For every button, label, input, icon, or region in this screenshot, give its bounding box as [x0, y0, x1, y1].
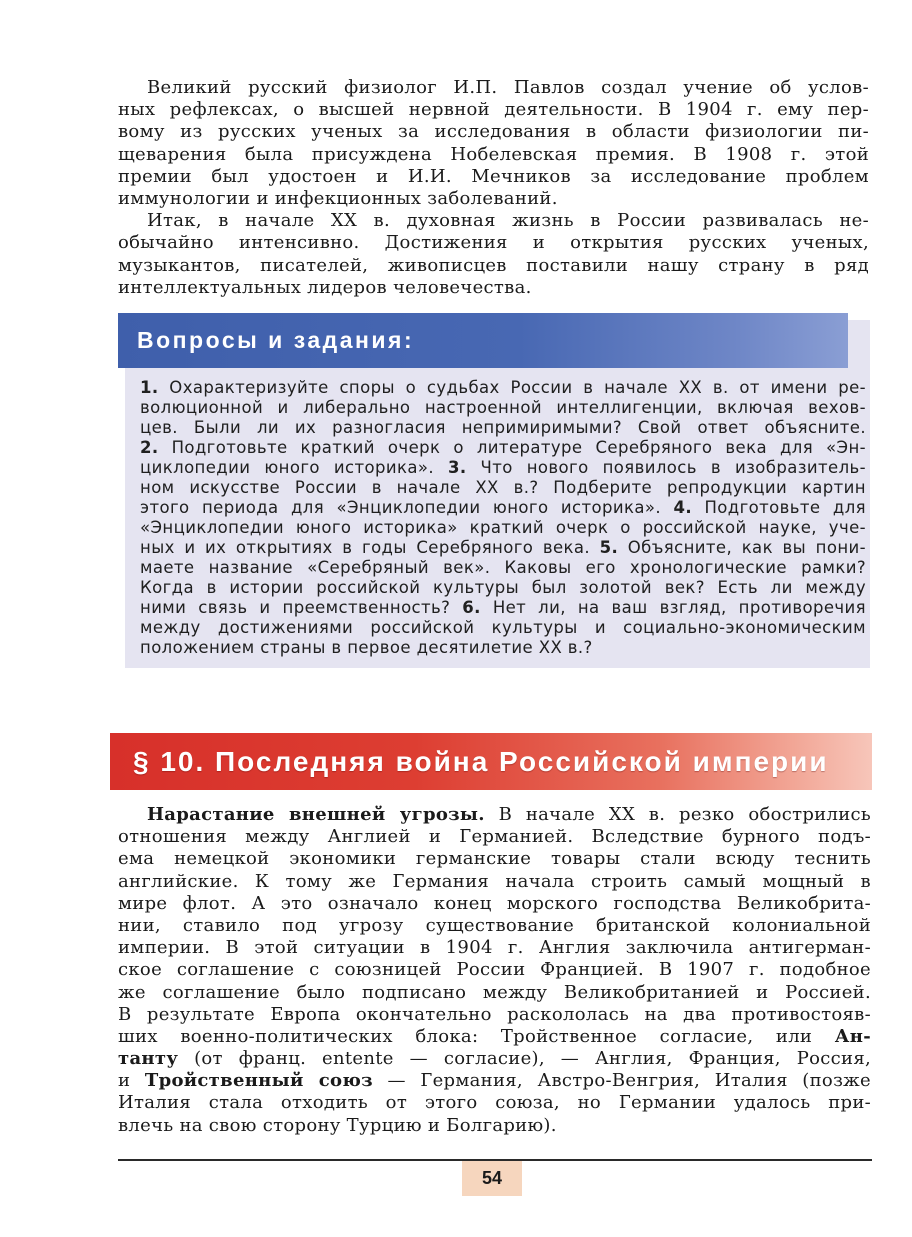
text-line: между достижениями российской культуры и социально-экономическим — [140, 618, 866, 637]
text-run: Подготовьте для — [692, 498, 866, 517]
text-line — [140, 538, 866, 558]
bold-term: 1. — [140, 378, 159, 397]
text-run: (от франц. entente — согласие), — Англия, Франция, Россия, — [178, 1048, 871, 1070]
section-heading-bar — [110, 733, 872, 790]
text-line — [118, 1048, 871, 1070]
text-line — [140, 438, 866, 458]
text-line: Когда в истории российской культуры был золотой век? Есть ли между — [140, 578, 866, 597]
text-line: империи. В этой ситуации в 1904 г. Англия заключила антигерман- — [118, 937, 871, 959]
text-line: Великий русский физиолог И.П. Павлов создал учение об услов- — [147, 77, 869, 98]
text-line — [140, 378, 866, 398]
text-line: нии, ставило под угрозу существование британской колониальной — [118, 914, 871, 936]
text-line: ных рефлексах, о высшей нервной деятельности. В 1904 г. ему пер- — [118, 99, 869, 121]
section-text — [118, 804, 871, 1137]
text-run: и — [118, 1070, 145, 1092]
bold-term: Ан- — [834, 1025, 871, 1047]
text-line: ское соглашение с союзницей России Францией. В 1907 г. подобное — [118, 959, 871, 981]
text-run: ных и их открытиях в годы Серебряного века. — [140, 538, 600, 557]
text-run: циклопедии юного историка». — [140, 458, 448, 477]
text-line: премии был удостоен и И.И. Мечников за исследование проблем — [118, 165, 869, 187]
text-run: Объясните, как вы пони- — [618, 538, 866, 557]
bold-term: 6. — [462, 598, 481, 617]
text-run: ших военно-политических блока: Тройственное согласие, или — [118, 1025, 835, 1047]
text-line: Италия стала отходить от этого союза, но Германии удалось при- — [118, 1092, 871, 1114]
bold-term: Тройственный союз — [144, 1070, 373, 1092]
text-line: же соглашение было подписано между Великобританией и Россией. — [118, 981, 871, 1003]
text-line — [118, 1070, 871, 1092]
text-line: английские. К тому же Германия начала строить самый мощный в — [118, 870, 871, 892]
text-run: Подготовьте краткий очерк о литературе Серебряного века для «Эн- — [158, 438, 866, 457]
questions-title: Вопросы и задания: — [137, 327, 415, 353]
text-line: мире флот. А это означало конец морского господства Великобрита- — [118, 892, 871, 914]
text-run: ними связь и преемственность? — [140, 598, 463, 617]
text-run: Что нового появилось в изобразитель- — [466, 458, 866, 477]
questions-text — [140, 378, 866, 658]
text-line: отношения между Англией и Германией. Вследствие бурного подъ- — [118, 826, 871, 848]
text-line — [118, 1026, 871, 1048]
text-line: «Энциклопедии юного историка» краткий очерк о российской науке, уче- — [140, 518, 866, 537]
text-line: иммунологии и инфекционных заболеваний. — [118, 187, 558, 209]
text-line: ном искусстве России в начале XX в.? Подберите репродукции картин — [140, 478, 866, 497]
bold-term: 3. — [447, 458, 467, 477]
bold-term: танту — [118, 1048, 179, 1070]
section-heading: § 10. Последняя война Российской империи — [133, 746, 829, 777]
text-line — [140, 598, 866, 618]
text-line — [140, 498, 866, 518]
text-line: интеллектуальных лидеров человечества. — [118, 276, 532, 298]
text-run: Охарактеризуйте споры о судьбах России в начале XX в. от имени ре- — [158, 378, 866, 397]
text-line: ема немецкой экономики германские товары стали всюду теснить — [118, 848, 871, 870]
page-number: 54 — [462, 1161, 522, 1196]
text-line: Итак, в начале XX в. духовная жизнь в России развивалась не- — [147, 210, 869, 232]
bold-term: 2. — [140, 438, 159, 457]
questions-header-bar — [118, 313, 848, 368]
text-line: щеварения была присуждена Нобелевская премия. В 1908 г. этой — [118, 143, 869, 165]
text-run: — Германия, Австро-Венгрия, Италия (позже — [372, 1070, 871, 1092]
text-line: вому из русских ученых за исследования в области физиологии пи- — [118, 121, 869, 143]
text-run: Нет ли, на ваш взгляд, противоречия — [480, 598, 866, 617]
bold-term: 5. — [599, 538, 619, 557]
text-line: волюционной и либерально настроенной интеллигенции, включая вехов- — [140, 398, 866, 417]
text-line: положением страны в первое десятилетие XX в.? — [140, 638, 593, 657]
text-line — [140, 458, 866, 478]
bold-term: Нарастание внешней угрозы. — [147, 804, 485, 825]
text-line: музыкантов, писателей, живописцев поставили нашу страну в ряд — [118, 254, 869, 276]
text-run: В начале XX в. резко обострились — [484, 804, 871, 825]
text-line: маете название «Серебряный век». Каковы его хронологические рамки? — [140, 558, 866, 577]
text-line — [118, 804, 871, 826]
text-line: обычайно интенсивно. Достижения и открытия русских ученых, — [118, 232, 869, 254]
bold-term: 4. — [673, 498, 693, 517]
text-line: влечь на свою сторону Турцию и Болгарию). — [118, 1114, 557, 1136]
text-line: цев. Были ли их разногласия непримиримыми? Свой ответ объясните. — [140, 418, 866, 437]
text-run: этого периода для «Энциклопедии юного историка». — [140, 498, 674, 517]
intro-text — [118, 77, 869, 299]
text-line: В результате Европа окончательно раскололась на два противостояв- — [118, 1003, 871, 1025]
